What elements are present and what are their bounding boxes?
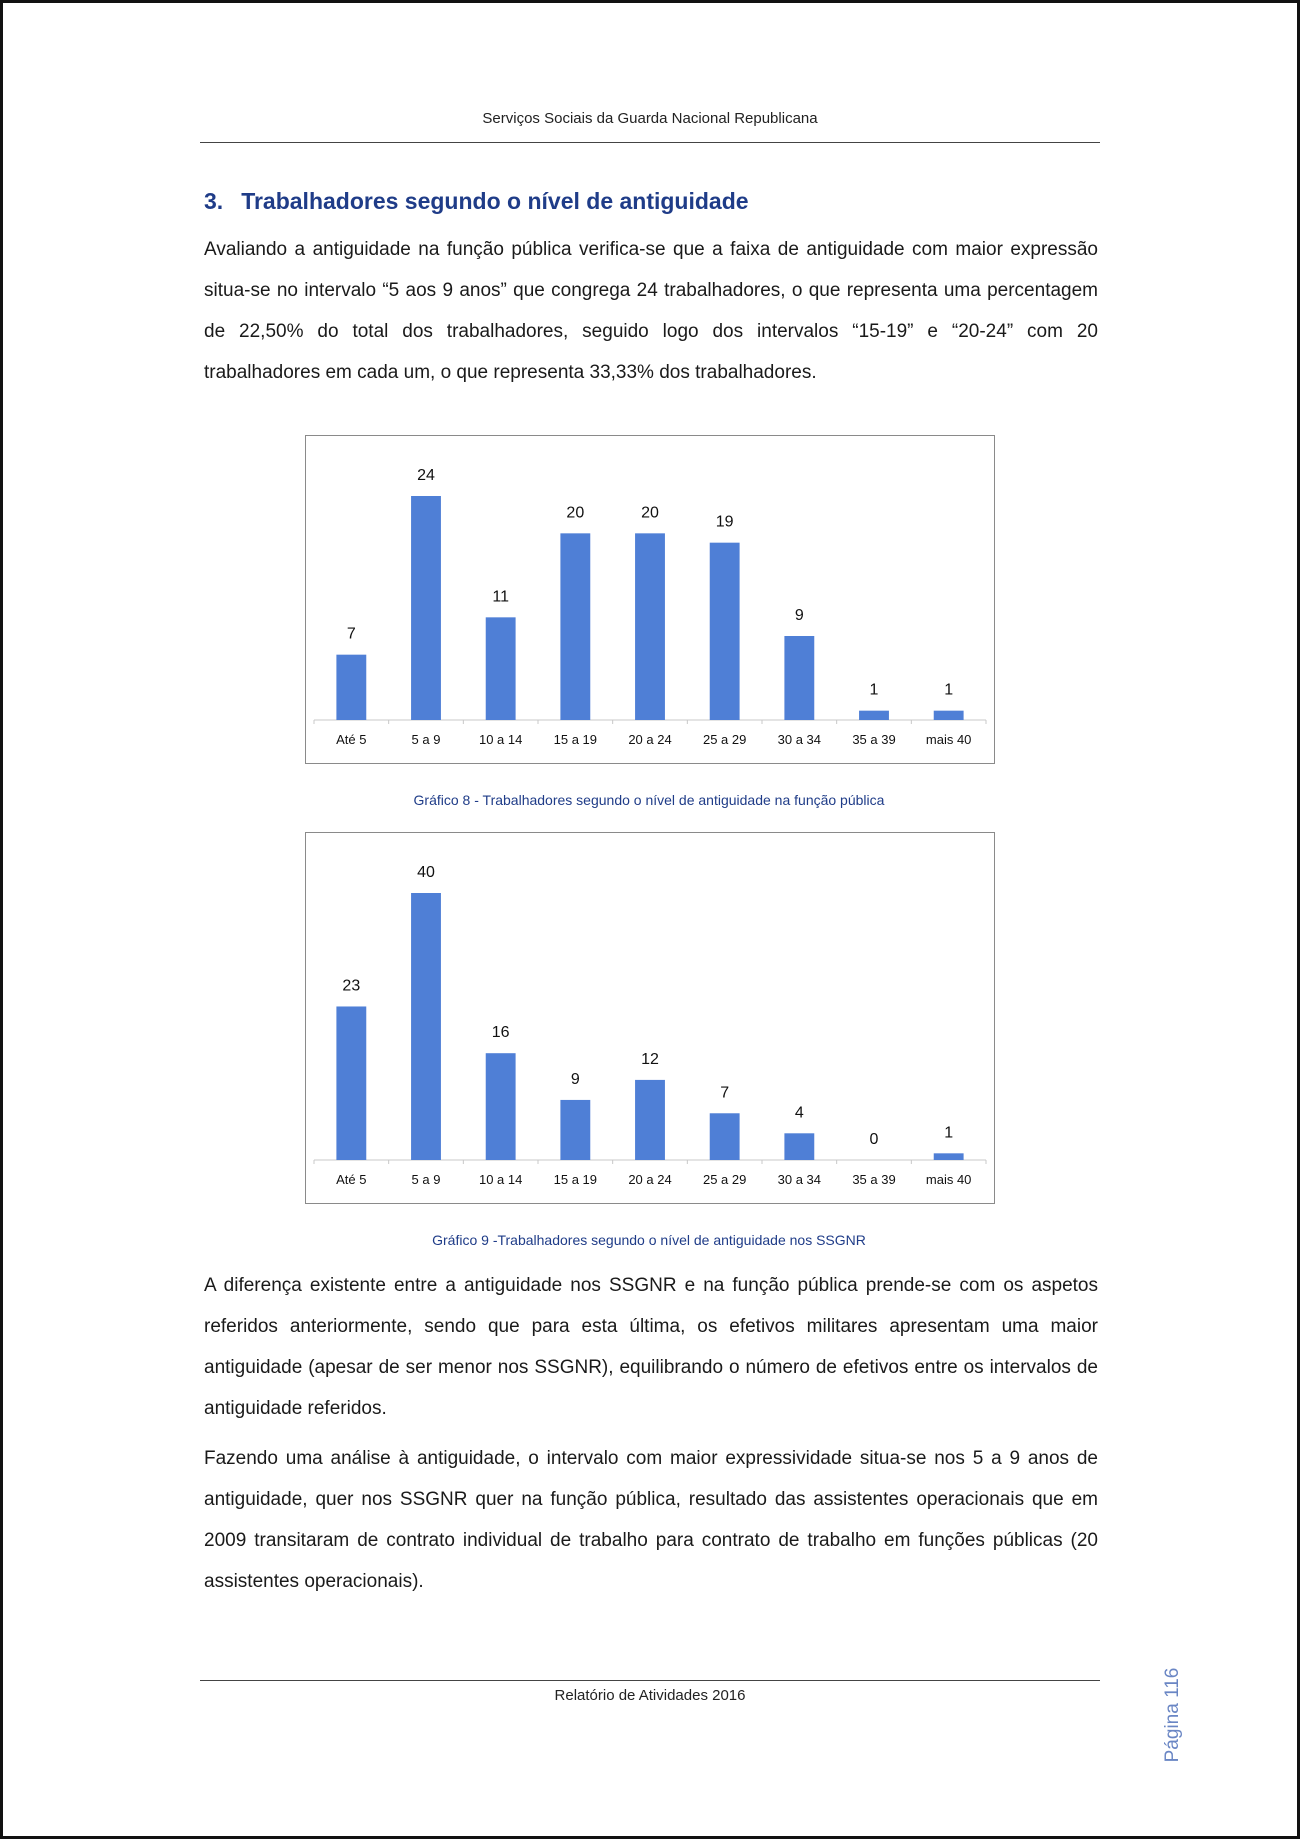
- chart-caption-9: Gráfico 9 -Trabalhadores segundo o nível de antiguidade nos SSGNR: [432, 1232, 866, 1248]
- category-label: 35 a 39: [852, 732, 896, 747]
- section-number: 3.: [204, 188, 224, 214]
- chart-public-function: [305, 435, 995, 764]
- bar: [336, 1006, 366, 1160]
- data-label: 1: [944, 1124, 954, 1142]
- category-label: 10 a 14: [478, 732, 523, 747]
- category-label: 5 a 9: [411, 1172, 441, 1187]
- category-label: mais 40: [925, 1172, 972, 1187]
- data-label: 1: [869, 681, 879, 699]
- category-label: 25 a 29: [702, 1172, 747, 1187]
- bar: [560, 533, 590, 720]
- category-label: 25 a 29: [702, 732, 747, 747]
- bar: [710, 1113, 740, 1160]
- chart-ssgnr: [305, 832, 995, 1204]
- bar: [635, 533, 665, 720]
- category-label: 10 a 14: [478, 1172, 523, 1187]
- category-label: 30 a 34: [777, 1172, 822, 1187]
- bar: [710, 543, 740, 720]
- data-label: 4: [794, 1104, 804, 1122]
- data-label: 24: [417, 467, 435, 484]
- category-label: 15 a 19: [553, 1172, 598, 1187]
- page-number-text: Página 116: [1162, 1667, 1183, 1763]
- intro-paragraph: Avaliando a antiguidade na função pública verifica-se que a faixa de antiguidade com maior expressão situa-se no intervalo “5 aos 9 anos” que congrega 24 trabalhadores, o que representa uma percentagem de 22,50% do total dos trabalhadores, seguido logo dos intervalos “15-19” e “20-24” com 20 trabalhadores em cada um, o que representa 33,33% dos trabalhadores.: [204, 239, 1098, 383]
- section-title: Trabalhadores segundo o nível de antiguidade: [241, 188, 749, 214]
- bar: [859, 711, 889, 720]
- chart-ssgnr-plot: [306, 833, 994, 1203]
- page-number-vertical: [1158, 1655, 1188, 1775]
- category-label: 5 a 9: [411, 732, 441, 747]
- category-label: 30 a 34: [777, 732, 822, 747]
- chart-public-function-plot: [306, 436, 994, 763]
- bar: [560, 1100, 590, 1160]
- data-label: 7: [346, 625, 356, 643]
- data-label: 40: [417, 864, 435, 881]
- category-label: 20 a 24: [628, 1172, 672, 1187]
- data-label: 9: [794, 607, 804, 624]
- data-label: 23: [342, 977, 361, 995]
- page-header: Serviços Sociais da Guarda Nacional Republicana: [482, 110, 818, 127]
- data-label: 20: [641, 504, 659, 522]
- header-divider: [200, 142, 1100, 143]
- bar: [784, 636, 814, 720]
- category-label: Até 5: [336, 1172, 367, 1187]
- category-label: Até 5: [336, 732, 367, 747]
- data-label: 12: [641, 1050, 659, 1068]
- data-label: 7: [720, 1084, 730, 1102]
- section-heading: [204, 188, 749, 215]
- bar: [934, 1153, 964, 1160]
- bar: [411, 496, 441, 720]
- analysis-paragraph: Fazendo uma análise à antiguidade, o intervalo com maior expressividade situa-se nos 5 a 9 anos de antiguidade, quer nos SSGNR quer na função pública, resultado das assistentes operacionais que em 2009 transitaram de contrato individual de trabalho para contrato de trabalho em funções públicas (20 assistentes operacionais).: [204, 1448, 1098, 1592]
- footer-divider: [200, 1680, 1100, 1681]
- chart-caption-8: Gráfico 8 - Trabalhadores segundo o nível de antiguidade na função pública: [413, 792, 885, 808]
- data-label: 20: [566, 504, 585, 522]
- bar: [635, 1080, 665, 1160]
- category-label: 35 a 39: [852, 1172, 896, 1187]
- difference-paragraph: A diferença existente entre a antiguidade nos SSGNR e na função pública prende-se com os aspetos referidos anteriormente, sendo que para esta última, os efetivos militares apresentam uma maior antiguidade (apesar de ser menor nos SSGNR), equilibrando o número de efetivos entre os intervalos de antiguidade referidos.: [204, 1275, 1098, 1419]
- data-label: 19: [715, 513, 734, 531]
- bar: [784, 1133, 814, 1160]
- data-label: 9: [570, 1070, 580, 1088]
- bar: [934, 711, 964, 720]
- data-label: 1: [944, 681, 954, 699]
- bar: [486, 1053, 516, 1160]
- page-footer: Relatório de Atividades 2016: [554, 1687, 746, 1704]
- data-label: 16: [491, 1024, 510, 1042]
- bar: [411, 893, 441, 1160]
- data-label: 11: [492, 588, 509, 606]
- bar: [336, 655, 366, 720]
- data-label: 0: [869, 1131, 879, 1148]
- category-label: 20 a 24: [628, 732, 672, 747]
- category-label: 15 a 19: [553, 732, 598, 747]
- category-label: mais 40: [925, 732, 972, 747]
- bar: [486, 617, 516, 720]
